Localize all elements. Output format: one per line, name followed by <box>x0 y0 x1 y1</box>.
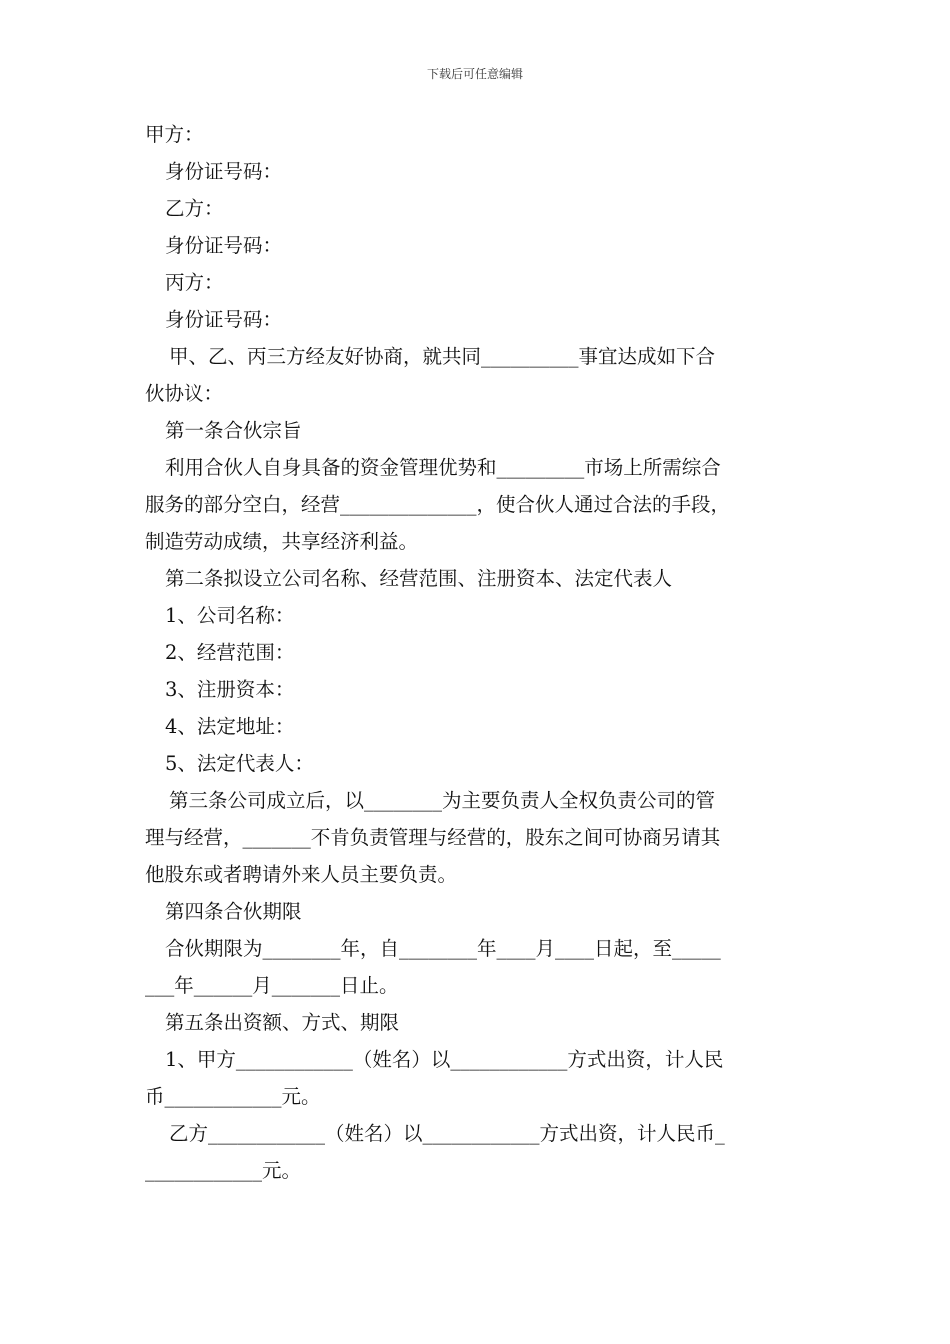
document-line: 甲、乙、丙三方经友好协商，就共同__________事宜达成如下合 <box>169 345 716 368</box>
document-line: 制造劳动成绩，共享经济利益。 <box>145 530 419 553</box>
document-line: ____________元。 <box>145 1159 302 1182</box>
document-line: 身份证号码： <box>165 160 283 183</box>
document-line: 理与经营，_______不肯负责管理与经营的，股东之间可协商另请其 <box>145 826 721 849</box>
document-line: 他股东或者聘请外来人员主要负责。 <box>145 863 458 886</box>
document-line: 身份证号码： <box>165 308 283 331</box>
document-line: 第四条合伙期限 <box>165 900 302 923</box>
document-line: 乙方： <box>165 197 224 220</box>
document-line: 乙方____________（姓名）以____________方式出资，计人民币_ <box>169 1122 725 1145</box>
document-line: 第一条合伙宗旨 <box>165 419 302 442</box>
document-line: 1、甲方____________（姓名）以____________方式出资，计人民 <box>165 1048 724 1071</box>
document-line: 3、注册资本： <box>165 678 295 701</box>
document-line: 伙协议： <box>145 382 224 405</box>
document-line: 第二条拟设立公司名称、经营范围、注册资本、法定代表人 <box>165 567 673 590</box>
page-header: 下载后可任意编辑 <box>426 67 523 81</box>
document-line: 2、经营范围： <box>165 641 295 664</box>
document-line: 5、法定代表人： <box>165 752 314 775</box>
document-line: 服务的部分空白，经营______________，使合伙人通过合法的手段， <box>145 493 731 516</box>
document-line: 利用合伙人自身具备的资金管理优势和_________市场上所需综合 <box>165 456 721 479</box>
document-line: 币____________元。 <box>145 1085 321 1108</box>
document-line: 4、法定地址： <box>165 715 295 738</box>
document-line: 第三条公司成立后，以________为主要负责人全权负责公司的管 <box>169 789 716 812</box>
document-line: 1、公司名称： <box>165 604 295 627</box>
document-body <box>145 116 815 1189</box>
document-line: 合伙期限为________年，自________年____月____日起，至_____ <box>165 937 721 960</box>
document-line: 丙方： <box>165 271 224 294</box>
document-line: ___年______月_______日止。 <box>145 974 399 997</box>
document-line: 第五条出资额、方式、期限 <box>165 1011 400 1034</box>
document-line: 身份证号码： <box>165 234 283 257</box>
document-line: 甲方： <box>145 123 204 146</box>
